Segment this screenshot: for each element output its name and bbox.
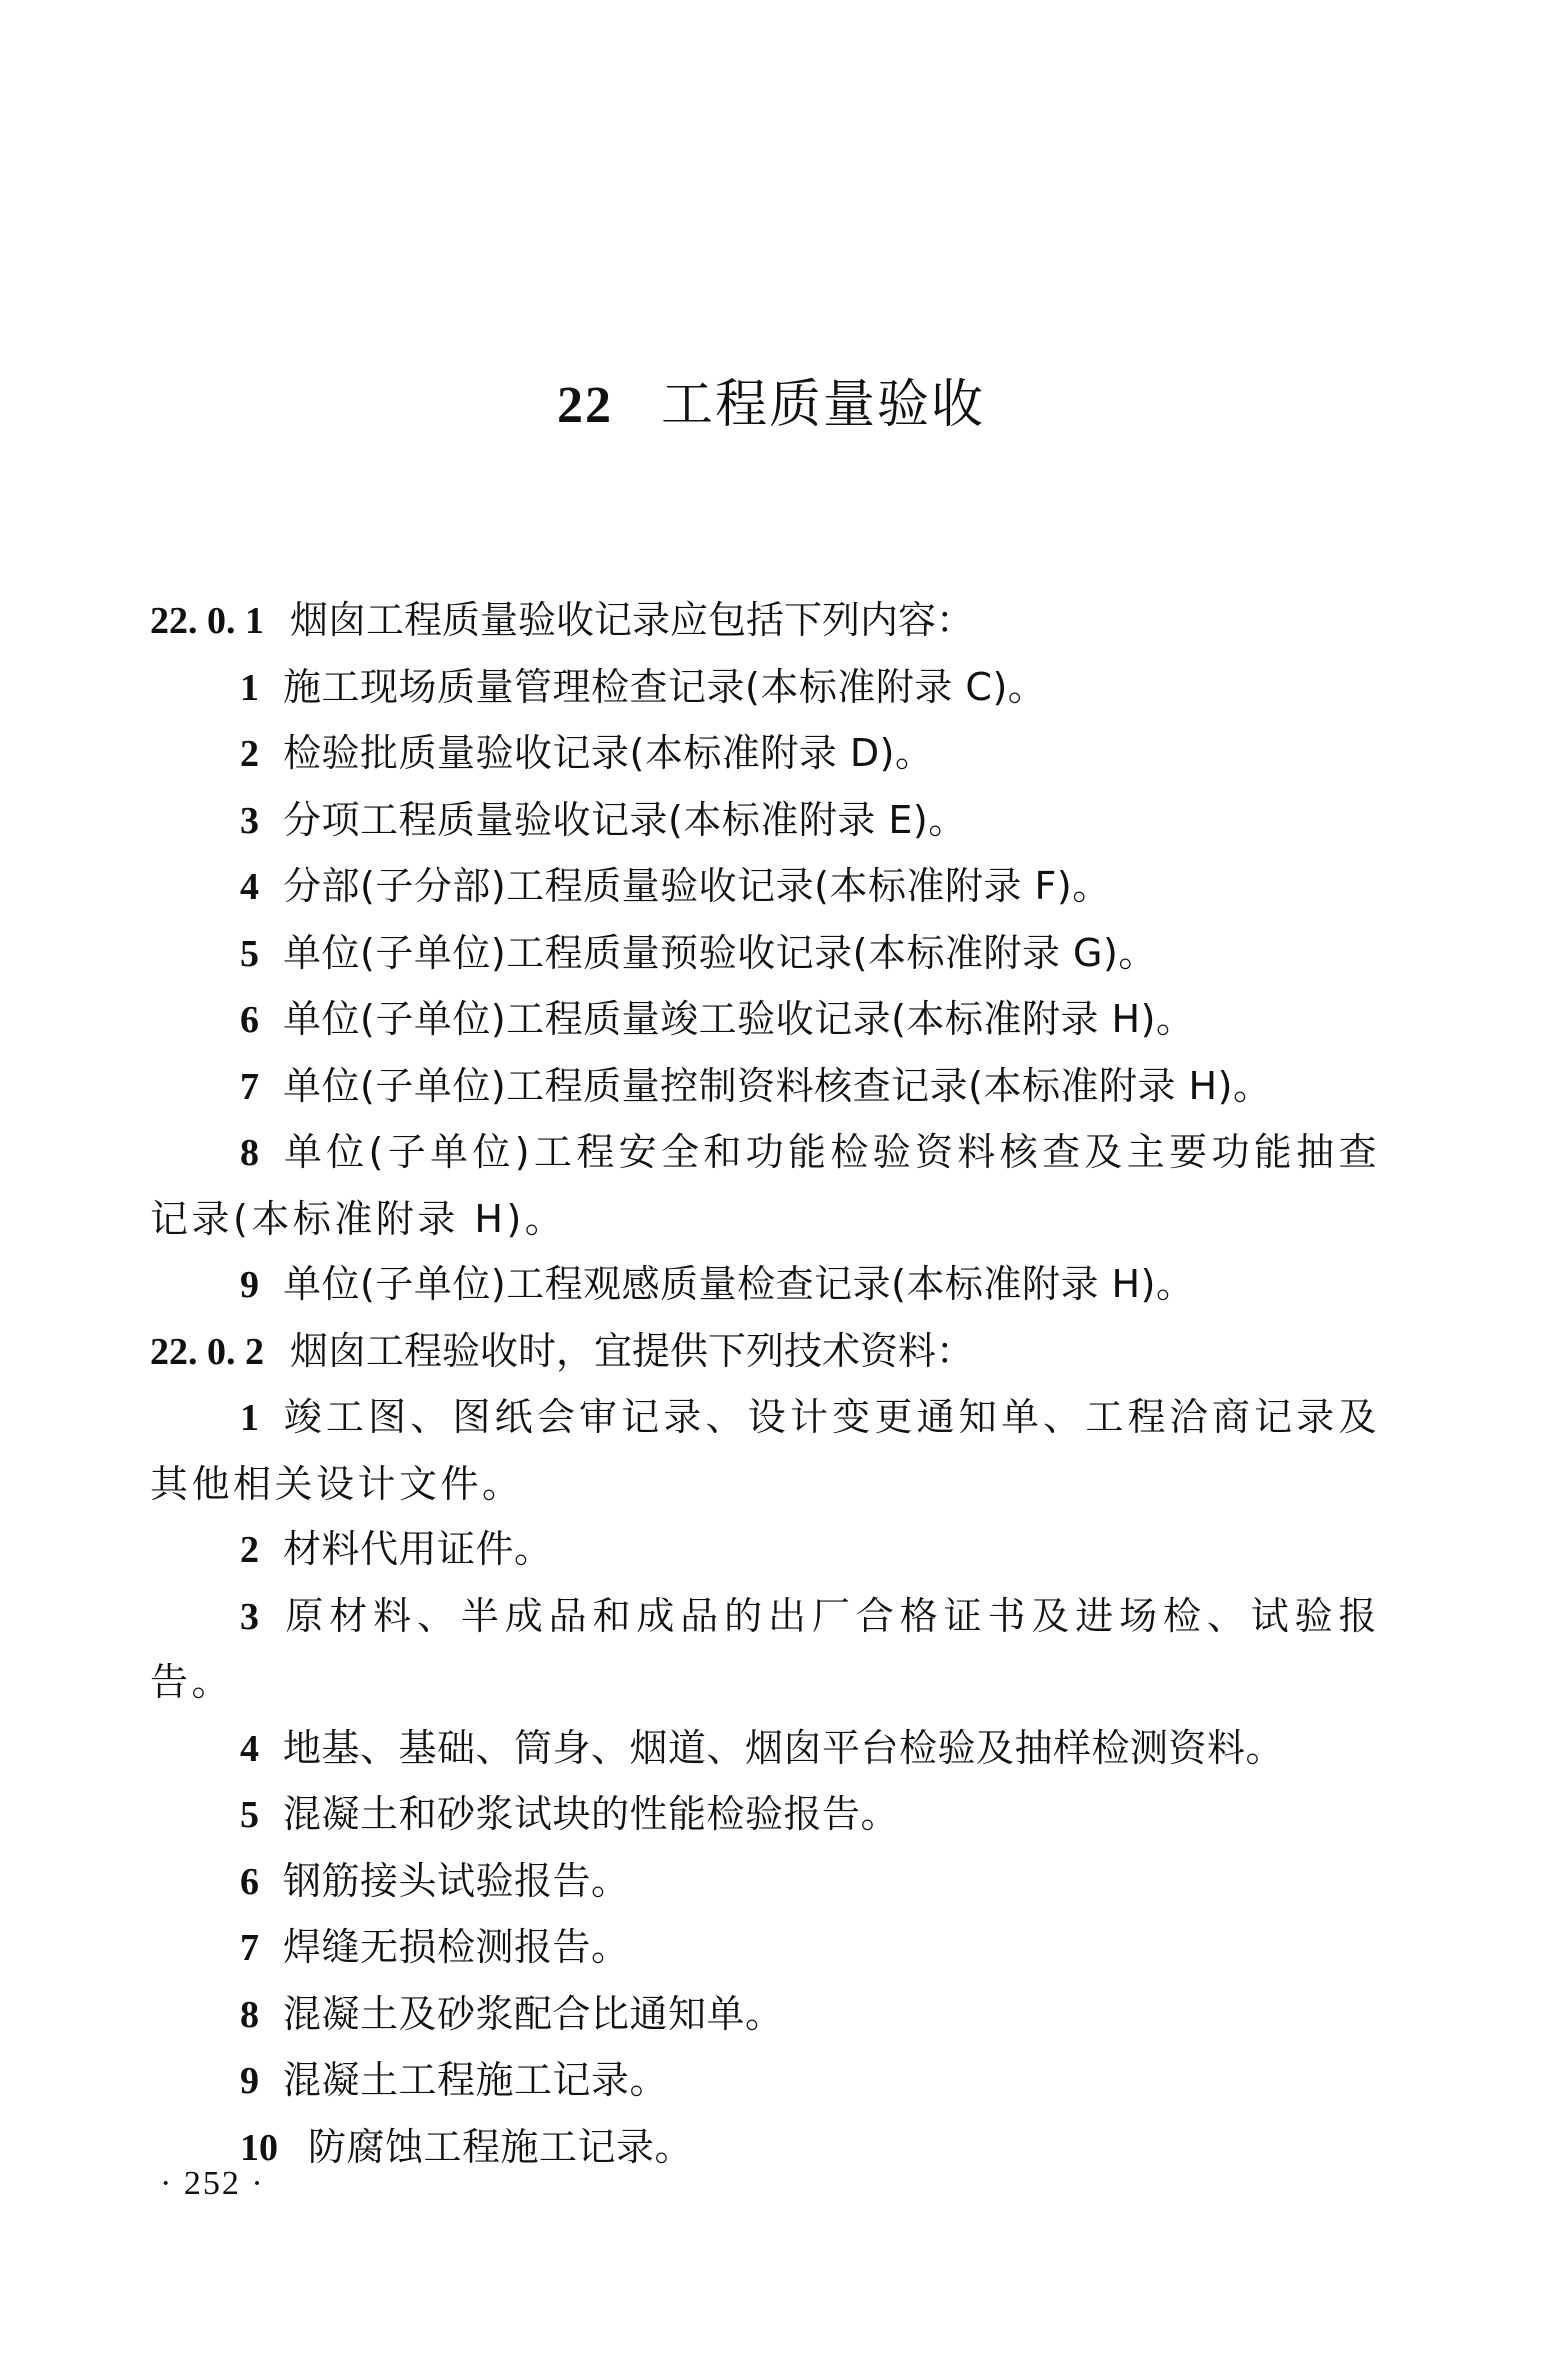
chapter-number: 22 [556,377,613,434]
item-number: 8 [240,1132,259,1174]
item-number: 6 [240,1860,259,1903]
item-number: 5 [240,1794,259,1836]
list-item [150,2048,1380,2115]
item-text: 检验批质量验收记录(本标准附录 D)。 [283,731,934,775]
item-number: 10 [240,2126,278,2169]
list-item [150,788,1380,855]
item-number: 9 [240,2060,259,2102]
list-item [150,854,1380,921]
item-number: 7 [240,1927,259,1969]
page-number: · 252 · [160,2165,265,2202]
list-item [150,1385,1380,1517]
clause-22-0-1 [150,588,1380,655]
list-item [150,1517,1380,1584]
list-item [150,655,1380,722]
item-text: 单位(子单位)工程安全和功能检验资料核查及主要功能抽查记录(本标准附录 H)。 [150,1130,1380,1241]
list-item [150,1849,1380,1916]
document-body [150,588,1380,2181]
list-item [150,1054,1380,1121]
item-text: 混凝土和砂浆试块的性能检验报告。 [283,1792,900,1836]
list-item [150,2115,1380,2182]
item-text: 施工现场质量管理检查记录(本标准附录 C)。 [283,664,1047,709]
item-text: 焊缝无损检测报告。 [283,1925,630,1969]
list-item [150,1782,1380,1849]
clause-number: 22. 0. 2 [150,1330,264,1373]
item-number: 9 [240,1264,259,1306]
item-number: 4 [240,866,259,908]
clause-text: 烟囱工程验收时，宜提供下列技术资料： [290,1328,975,1373]
item-text: 原材料、半成品和成品的出厂合格证书及进场检、试验报告。 [150,1593,1380,1704]
item-number: 2 [240,1529,259,1571]
list-item [150,1252,1380,1319]
list-item [150,1716,1380,1783]
list-item [150,921,1380,988]
item-text: 单位(子单位)工程质量预验收记录(本标准附录 G)。 [283,930,1157,975]
item-number: 3 [240,1595,259,1638]
item-text: 单位(子单位)工程质量竣工验收记录(本标准附录 H)。 [283,997,1195,1041]
item-text: 分项工程质量验收记录(本标准附录 E)。 [283,797,967,842]
item-text: 单位(子单位)工程质量控制资料核查记录(本标准附录 H)。 [283,1063,1272,1108]
clause-text: 烟囱工程质量验收记录应包括下列内容： [290,598,975,642]
item-text: 防腐蚀工程施工记录。 [308,2124,694,2169]
chapter-title [0,370,1542,441]
list-item [150,1584,1380,1716]
list-item [150,1120,1380,1252]
item-text: 材料代用证件。 [283,1527,553,1571]
item-number: 8 [240,1993,259,2036]
chapter-title-text: 工程质量验收 [660,375,985,435]
item-text: 竣工图、图纸会审记录、设计变更通知单、工程洽商记录及其他相关设计文件。 [150,1395,1380,1506]
item-number: 7 [240,1065,259,1108]
list-item [150,721,1380,788]
item-text: 混凝土及砂浆配合比通知单。 [283,1991,784,2036]
item-text: 混凝土工程施工记录。 [283,2058,669,2102]
list-item [150,987,1380,1054]
list-item [150,1982,1380,2049]
item-text: 钢筋接头试验报告。 [283,1858,630,1903]
clause-22-0-2 [150,1319,1380,1386]
clause-number: 22. 0. 1 [150,600,264,642]
item-number: 6 [240,999,259,1041]
item-text: 地基、基础、筒身、烟道、烟囱平台检验及抽样检测资料。 [283,1725,1285,1770]
item-text: 分部(子分部)工程质量验收记录(本标准附录 F)。 [283,864,1111,908]
item-number: 1 [240,1397,259,1439]
list-item [150,1915,1380,1982]
item-number: 3 [240,799,259,842]
item-number: 5 [240,932,259,975]
item-number: 4 [240,1727,259,1770]
item-text: 单位(子单位)工程观感质量检查记录(本标准附录 H)。 [283,1262,1195,1306]
item-number: 2 [240,733,259,775]
item-number: 1 [240,666,259,709]
